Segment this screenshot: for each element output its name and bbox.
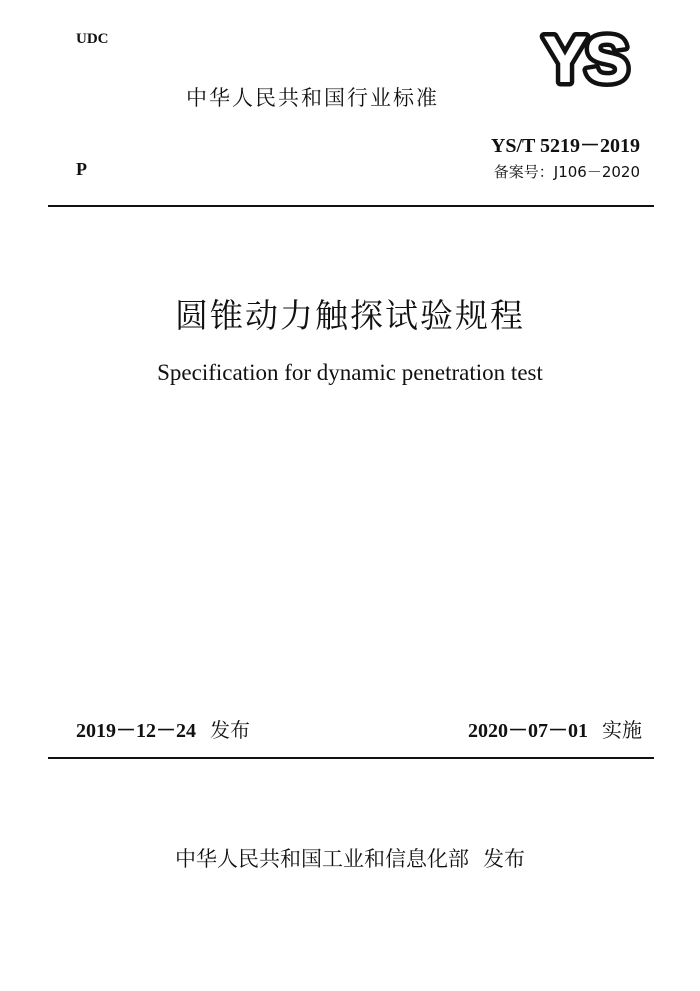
top-divider (48, 205, 654, 207)
publisher-verb: 发布 (483, 847, 525, 871)
standard-number: YS/T 5219－2019 (490, 135, 640, 157)
implementation-label: 实施 (602, 718, 642, 742)
implementation-date: 2020－07－01 (468, 720, 588, 742)
implementation-date-block (468, 714, 642, 743)
issue-date-block (76, 714, 250, 743)
ys-logo (527, 26, 643, 90)
document-title-english: Specification for dynamic penetration test (157, 360, 543, 385)
ys-logo-text: YS (542, 26, 628, 90)
classification-code: P (76, 159, 87, 179)
publisher-name: 中华人民共和国工业和信息化部 (175, 847, 469, 871)
udc-label: UDC (76, 31, 109, 47)
issue-label: 发布 (210, 718, 250, 742)
filing-number: 备案号：J106－2020 (493, 163, 640, 181)
industry-standard-heading: 中华人民共和国行业标准 (186, 86, 439, 110)
publisher-block (0, 843, 700, 873)
document-title-chinese: 圆锥动力触探试验规程 (175, 296, 525, 335)
bottom-divider (48, 757, 654, 759)
issue-date: 2019－12－24 (76, 720, 196, 742)
